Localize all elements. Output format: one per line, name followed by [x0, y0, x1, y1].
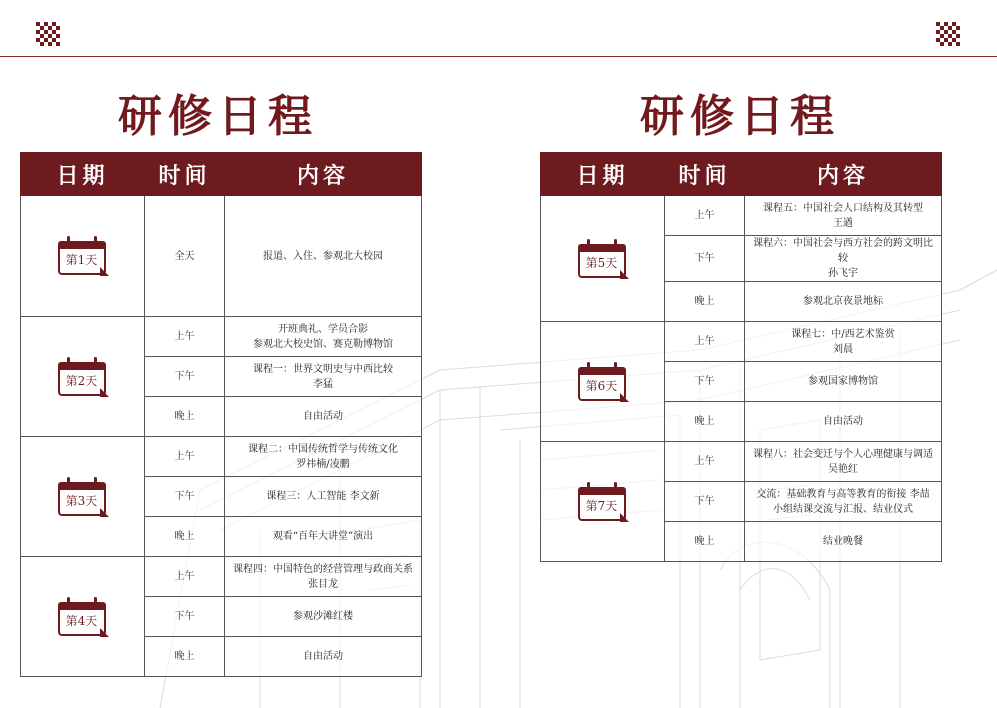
- content-line: 孙飞宇: [828, 268, 858, 279]
- content-cell: [745, 282, 942, 322]
- table-row: [21, 437, 422, 477]
- day-label: 第1天: [65, 253, 98, 267]
- column-header-content: 内容: [745, 153, 942, 196]
- time-cell: 晚上: [145, 397, 225, 437]
- time-cell: 下午: [145, 477, 225, 517]
- table-row: [21, 196, 422, 317]
- table-header-row: [541, 153, 942, 196]
- content-cell: [745, 482, 942, 522]
- time-cell: 下午: [145, 597, 225, 637]
- content-cell: [745, 522, 942, 562]
- table-row: [21, 317, 422, 357]
- time-cell: 晚上: [145, 637, 225, 677]
- time-cell: 下午: [665, 362, 745, 402]
- content-line: 课程五：中国社会人口结构及其转型: [763, 202, 923, 214]
- content-cell: [225, 196, 422, 317]
- content-cell: [745, 442, 942, 482]
- content-cell: [745, 236, 942, 282]
- day-label: 第6天: [585, 378, 618, 393]
- table-row: [541, 196, 942, 236]
- column-header-date: 日期: [21, 153, 145, 196]
- content-line: 课程八：社会变迁与个人心理健康与调适: [753, 448, 933, 460]
- time-cell: 下午: [665, 482, 745, 522]
- content-cell: [225, 637, 422, 677]
- column-header-content: 内容: [225, 153, 422, 196]
- content-line: 课程三：人工智能 李文新: [266, 491, 380, 502]
- content-line: 罗祎楠/凌鹏: [296, 458, 350, 470]
- time-cell: 晚上: [665, 282, 745, 322]
- table-row: [541, 442, 942, 482]
- content-cell: [225, 477, 422, 517]
- time-cell: 下午: [665, 236, 745, 282]
- content-line: 开班典礼、学员合影: [278, 323, 368, 335]
- content-line: 李猛: [313, 378, 333, 390]
- time-cell: 晚上: [665, 522, 745, 562]
- content-line: 自由活动: [303, 411, 343, 422]
- header-rule: [0, 56, 997, 57]
- content-cell: [225, 517, 422, 557]
- day-label: 第5天: [585, 255, 618, 270]
- content-line: 参观国家博物馆: [808, 376, 878, 387]
- day-cell: [21, 437, 145, 557]
- time-cell: 上午: [665, 442, 745, 482]
- table-row: [541, 322, 942, 362]
- content-line: 交流：基础教育与高等教育的衔接 李喆: [756, 488, 930, 500]
- day-label: 第7天: [585, 498, 618, 513]
- time-cell: 全天: [145, 196, 225, 317]
- column-header-date: 日期: [541, 153, 665, 196]
- page-title: 研修日程: [640, 91, 840, 142]
- content-line: 王遒: [833, 217, 853, 229]
- content-cell: [225, 317, 422, 357]
- time-cell: 下午: [145, 357, 225, 397]
- content-line: 参观北京夜景地标: [803, 296, 883, 307]
- schedule-table-right: [540, 152, 942, 562]
- time-cell: 上午: [145, 437, 225, 477]
- content-line: 自由活动: [303, 651, 343, 662]
- schedule-table-left: [20, 152, 422, 677]
- content-line: 课程二：中国传统哲学与传统文化: [248, 443, 398, 455]
- time-cell: 晚上: [665, 402, 745, 442]
- column-header-time: 时间: [665, 153, 745, 196]
- content-line: 课程四：中国特色的经营管理与政商关系: [233, 563, 413, 575]
- time-cell: 上午: [145, 317, 225, 357]
- content-cell: [745, 362, 942, 402]
- content-line: 参观沙滩红楼: [293, 611, 353, 622]
- day-label: 第2天: [65, 373, 98, 388]
- content-line: 吴艳红: [828, 463, 858, 475]
- time-cell: 晚上: [145, 517, 225, 557]
- calendar-icon: [578, 481, 628, 523]
- time-cell: 上午: [665, 322, 745, 362]
- page-title: 研修日程: [118, 91, 318, 142]
- day-cell: [21, 317, 145, 437]
- day-cell: [541, 442, 665, 562]
- time-cell: 上午: [665, 196, 745, 236]
- calendar-icon: [578, 361, 628, 403]
- checker-ornament-icon: [936, 22, 960, 46]
- content-line: 刘晨: [833, 343, 853, 355]
- column-header-time: 时间: [145, 153, 225, 196]
- table-row: [21, 557, 422, 597]
- day-cell: [21, 557, 145, 677]
- calendar-icon: [578, 238, 628, 280]
- calendar-icon: [58, 476, 108, 518]
- content-cell: [745, 322, 942, 362]
- day-label: 第4天: [65, 613, 98, 628]
- table-header-row: [21, 153, 422, 196]
- content-line: 张目龙: [308, 578, 338, 590]
- content-line: 报道、入住、参观北大校园: [263, 250, 383, 262]
- content-line: 结业晚餐: [823, 536, 863, 547]
- calendar-icon: [58, 356, 108, 398]
- content-line: 课程一：世界文明史与中西比较: [253, 363, 393, 375]
- content-cell: [745, 196, 942, 236]
- content-line: 课程七：中/西艺术鉴赏: [791, 328, 895, 340]
- day-cell: [541, 196, 665, 322]
- content-cell: [745, 402, 942, 442]
- content-line: 观看“百年大讲堂”演出: [272, 531, 374, 542]
- day-cell: [541, 322, 665, 442]
- time-cell: 上午: [145, 557, 225, 597]
- content-cell: [225, 557, 422, 597]
- content-cell: [225, 357, 422, 397]
- day-label: 第3天: [65, 493, 98, 508]
- content-line: 小组结课交流与汇报、结业仪式: [773, 503, 913, 515]
- content-cell: [225, 437, 422, 477]
- content-line: 参观北大校史馆、赛克勒博物馆: [253, 338, 393, 350]
- calendar-icon: [58, 235, 108, 277]
- day-cell: [21, 196, 145, 317]
- content-line: 自由活动: [823, 416, 863, 427]
- checker-ornament-icon: [36, 22, 60, 46]
- calendar-icon: [58, 596, 108, 638]
- content-cell: [225, 597, 422, 637]
- content-cell: [225, 397, 422, 437]
- content-line: 课程六：中国社会与西方社会的跨文明比较: [753, 238, 933, 264]
